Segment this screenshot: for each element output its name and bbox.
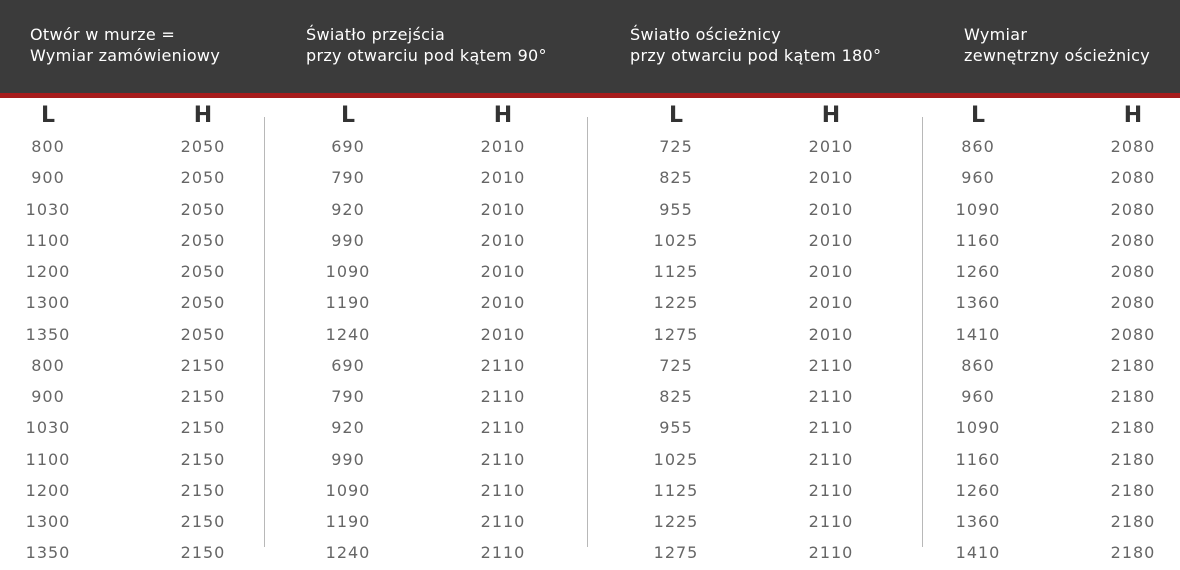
table-cell: 2010 bbox=[480, 262, 526, 281]
table-cell: 1240 bbox=[325, 543, 371, 563]
table-cell: 1125 bbox=[653, 480, 699, 500]
table-cell: 1090 bbox=[955, 199, 1001, 219]
table-cell: 2010 bbox=[480, 137, 526, 156]
header-line: przy otwarciu pod kątem 180° bbox=[630, 46, 882, 65]
table-cell: 960 bbox=[961, 387, 995, 406]
table-cell: 1225 bbox=[653, 512, 699, 531]
table-cell: 1090 bbox=[325, 480, 371, 500]
table-cell: 955 bbox=[659, 199, 693, 219]
table-cell: 2010 bbox=[808, 168, 854, 188]
table-cell: 1125 bbox=[653, 262, 699, 281]
table-cell: 900 bbox=[31, 387, 65, 406]
table-cell: 1100 bbox=[25, 449, 71, 469]
table-cell: 2150 bbox=[180, 512, 226, 531]
column-header-7: H bbox=[1123, 103, 1143, 128]
table-cell: 2050 bbox=[180, 137, 226, 156]
header-outer-frame bbox=[964, 24, 1150, 66]
table-cell: 1190 bbox=[325, 512, 371, 531]
table-cell: 1160 bbox=[955, 449, 1001, 469]
column-header-6: L bbox=[970, 103, 986, 128]
header-wall-opening bbox=[30, 24, 220, 66]
table-cell: 1260 bbox=[955, 480, 1001, 500]
table-cell: 2150 bbox=[180, 543, 226, 563]
table-cell: 960 bbox=[961, 168, 995, 188]
column-header-0: L bbox=[40, 103, 56, 128]
table-cell: 920 bbox=[331, 199, 365, 219]
table-cell: 2150 bbox=[180, 355, 226, 375]
table-cell: 2180 bbox=[1110, 543, 1156, 563]
table-cell: 1260 bbox=[955, 262, 1001, 281]
table-cell: 1275 bbox=[653, 543, 699, 563]
column-header-1: H bbox=[193, 103, 213, 128]
table-cell: 2110 bbox=[480, 512, 526, 531]
table-cell: 725 bbox=[659, 137, 693, 156]
table-cell: 825 bbox=[659, 387, 693, 406]
header-line: Wymiar zamówieniowy bbox=[30, 46, 221, 65]
table-cell: 2180 bbox=[1110, 387, 1156, 406]
table-cell: 2010 bbox=[480, 168, 526, 188]
table-cell: 2010 bbox=[808, 324, 854, 344]
table-cell: 2050 bbox=[180, 262, 226, 281]
table-cell: 1275 bbox=[653, 324, 699, 344]
column-header-2: L bbox=[340, 103, 356, 128]
table-cell: 790 bbox=[331, 387, 365, 406]
table-cell: 2050 bbox=[180, 199, 226, 219]
table-cell: 2080 bbox=[1110, 230, 1156, 250]
table-cell: 2180 bbox=[1110, 480, 1156, 500]
table-cell: 2110 bbox=[808, 449, 854, 469]
table-cell: 2110 bbox=[808, 387, 854, 406]
table-cell: 920 bbox=[331, 418, 365, 438]
table-cell: 2180 bbox=[1110, 418, 1156, 438]
table-cell: 2150 bbox=[180, 418, 226, 438]
table-cell: 2010 bbox=[480, 199, 526, 219]
table-header-bar bbox=[0, 0, 1180, 98]
table-cell: 1410 bbox=[955, 324, 1001, 344]
column-divider bbox=[264, 117, 265, 547]
header-passage-width bbox=[306, 24, 547, 66]
header-line: Otwór w murze = bbox=[30, 25, 176, 44]
table-cell: 1160 bbox=[955, 230, 1001, 250]
table-cell: 860 bbox=[961, 355, 995, 375]
header-line: Światło przejścia bbox=[306, 25, 446, 44]
table-cell: 990 bbox=[331, 449, 365, 469]
table-cell: 2050 bbox=[180, 230, 226, 250]
table-cell: 1360 bbox=[955, 293, 1001, 313]
table-cell: 2110 bbox=[808, 418, 854, 438]
table-cell: 2110 bbox=[480, 387, 526, 406]
table-cell: 2080 bbox=[1110, 199, 1156, 219]
table-cell: 2180 bbox=[1110, 355, 1156, 375]
table-cell: 2180 bbox=[1110, 512, 1156, 531]
table-cell: 2010 bbox=[480, 230, 526, 250]
table-cell: 1225 bbox=[653, 293, 699, 313]
table-cell: 2080 bbox=[1110, 168, 1156, 188]
table-cell: 1410 bbox=[955, 543, 1001, 563]
table-cell: 2110 bbox=[480, 355, 526, 375]
table-cell: 1200 bbox=[25, 480, 71, 500]
table-cell: 725 bbox=[659, 355, 693, 375]
table-cell: 2050 bbox=[180, 168, 226, 188]
column-header-5: H bbox=[821, 103, 841, 128]
table-cell: 1300 bbox=[25, 293, 71, 313]
table-cell: 1360 bbox=[955, 512, 1001, 531]
header-line: Światło ościeżnicy bbox=[630, 25, 782, 44]
table-cell: 1025 bbox=[653, 230, 699, 250]
table-cell: 800 bbox=[31, 355, 65, 375]
table-cell: 1090 bbox=[325, 262, 371, 281]
table-cell: 2150 bbox=[180, 387, 226, 406]
column-header-3: H bbox=[493, 103, 513, 128]
table-cell: 2110 bbox=[480, 543, 526, 563]
table-cell: 1025 bbox=[653, 449, 699, 469]
table-cell: 2080 bbox=[1110, 293, 1156, 313]
table-cell: 2110 bbox=[808, 355, 854, 375]
table-cell: 2050 bbox=[180, 324, 226, 344]
table-cell: 2080 bbox=[1110, 262, 1156, 281]
header-line: zewnętrzny ościeżnicy bbox=[964, 46, 1151, 65]
table-cell: 1090 bbox=[955, 418, 1001, 438]
table-cell: 1030 bbox=[25, 199, 71, 219]
table-cell: 2180 bbox=[1110, 449, 1156, 469]
table-cell: 2010 bbox=[808, 137, 854, 156]
table-cell: 800 bbox=[31, 137, 65, 156]
table-cell: 2010 bbox=[480, 324, 526, 344]
table-cell: 2110 bbox=[808, 512, 854, 531]
table-cell: 2150 bbox=[180, 480, 226, 500]
table-cell: 990 bbox=[331, 230, 365, 250]
table-cell: 2080 bbox=[1110, 324, 1156, 344]
column-divider bbox=[587, 117, 588, 547]
table-cell: 2110 bbox=[480, 449, 526, 469]
table-cell: 955 bbox=[659, 418, 693, 438]
table-cell: 2150 bbox=[180, 449, 226, 469]
table-cell: 1200 bbox=[25, 262, 71, 281]
table-cell: 860 bbox=[961, 137, 995, 156]
table-cell: 1100 bbox=[25, 230, 71, 250]
table-cell: 690 bbox=[331, 137, 365, 156]
table-cell: 2010 bbox=[808, 199, 854, 219]
table-cell: 2110 bbox=[808, 480, 854, 500]
table-cell: 2010 bbox=[808, 293, 854, 313]
table-cell: 1190 bbox=[325, 293, 371, 313]
header-line: przy otwarciu pod kątem 90° bbox=[306, 46, 547, 65]
header-line: Wymiar bbox=[964, 25, 1028, 44]
table-cell: 790 bbox=[331, 168, 365, 188]
table-cell: 2080 bbox=[1110, 137, 1156, 156]
table-cell: 1030 bbox=[25, 418, 71, 438]
table-cell: 900 bbox=[31, 168, 65, 188]
table-cell: 2010 bbox=[480, 293, 526, 313]
table-cell: 2010 bbox=[808, 262, 854, 281]
table-cell: 1300 bbox=[25, 512, 71, 531]
table-cell: 2010 bbox=[808, 230, 854, 250]
header-frame-width bbox=[630, 24, 881, 66]
column-header-4: L bbox=[668, 103, 684, 128]
table-cell: 690 bbox=[331, 355, 365, 375]
table-cell: 2110 bbox=[808, 543, 854, 563]
table-cell: 1240 bbox=[325, 324, 371, 344]
table-cell: 1350 bbox=[25, 324, 71, 344]
table-cell: 2110 bbox=[480, 418, 526, 438]
table-cell: 2050 bbox=[180, 293, 226, 313]
table-cell: 2110 bbox=[480, 480, 526, 500]
table-cell: 1350 bbox=[25, 543, 71, 563]
table-cell: 825 bbox=[659, 168, 693, 188]
